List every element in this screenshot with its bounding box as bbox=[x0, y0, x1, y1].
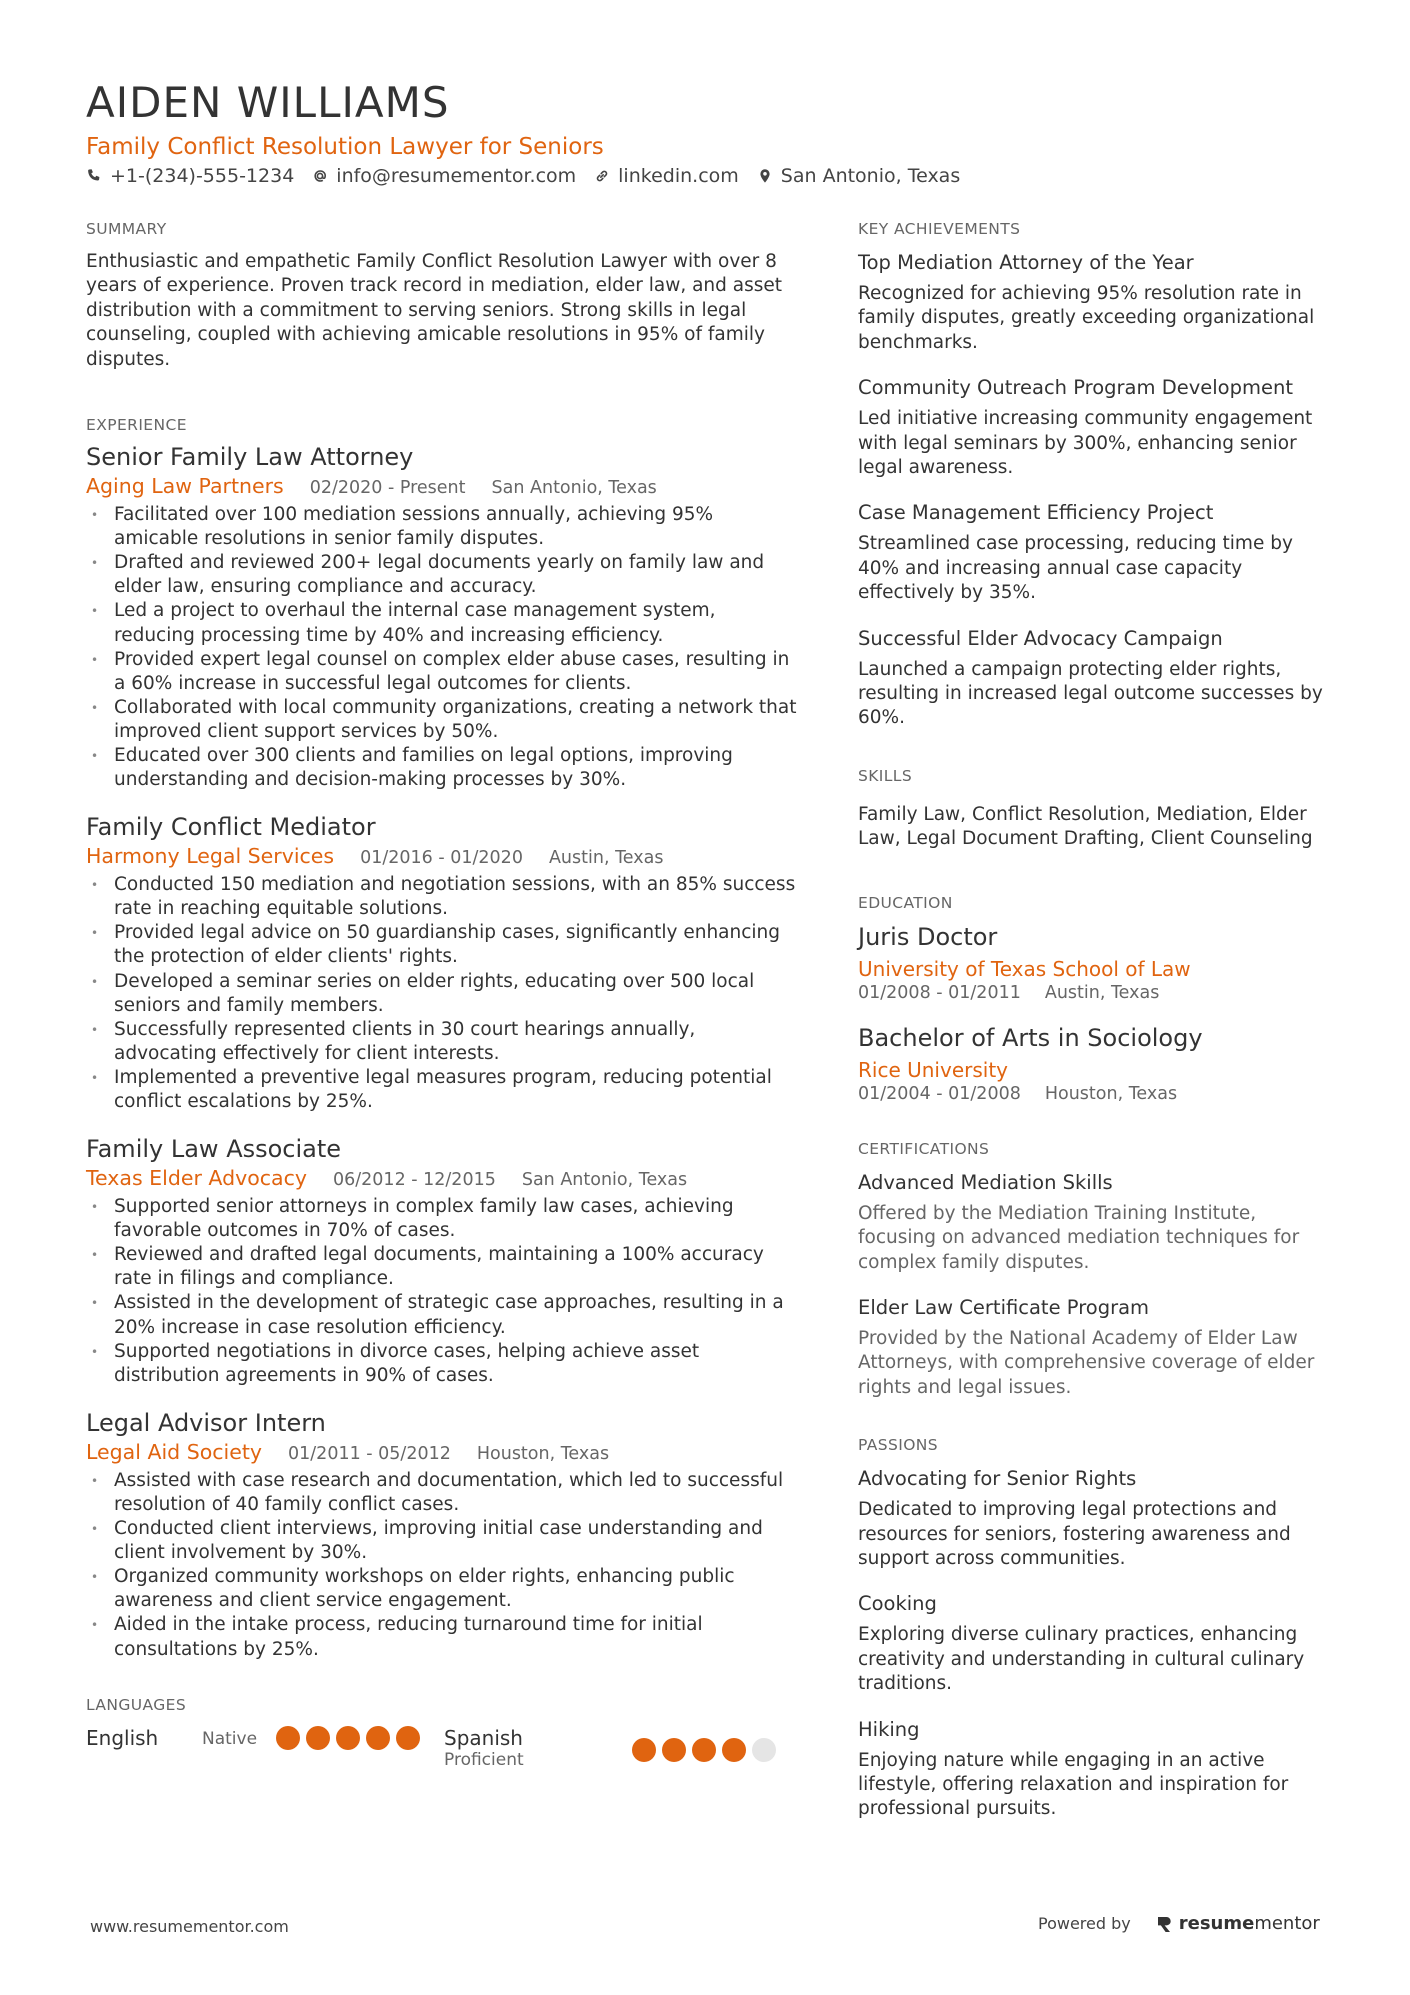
job-dates: 01/2011 - 05/2012 bbox=[288, 1443, 451, 1464]
job-title: Family Conflict Mediator bbox=[86, 813, 376, 842]
brand-wordmark-bold: resume bbox=[1178, 1913, 1255, 1934]
education-location: Austin, Texas bbox=[1044, 982, 1160, 1003]
passion-item bbox=[858, 1466, 1328, 1571]
education-degree: Bachelor of Arts in Sociology bbox=[858, 1023, 1203, 1052]
job-bullet: • Supported negotiations in divorce cases, helping achieve asset distribution agreements in 90% of cases. bbox=[86, 1340, 802, 1388]
rating-dot-filled bbox=[662, 1738, 686, 1762]
job-meta bbox=[86, 844, 802, 868]
job-title: Family Law Associate bbox=[86, 1135, 342, 1164]
language-level-wrap bbox=[202, 1726, 276, 1770]
education-degree: Juris Doctor bbox=[858, 922, 998, 951]
passion-text: Exploring diverse culinary practices, enhancing creativity and understanding in cultural culinary traditions. bbox=[858, 1624, 1305, 1695]
passion-item bbox=[858, 1717, 1328, 1822]
job-location: San Antonio, Texas bbox=[521, 1170, 688, 1191]
rating-dot-empty bbox=[752, 1738, 776, 1762]
achievement-text: Recognized for achieving 95% resolution rate in family disputes, greatly exceeding organizational benchmarks. bbox=[858, 283, 1315, 353]
job-entry bbox=[86, 1134, 802, 1388]
rating-dot-filled bbox=[366, 1726, 390, 1750]
job-bullet: • Educated over 300 clients and families on legal options, improving understanding and decision-making processes by 30%. bbox=[86, 744, 802, 792]
link-icon bbox=[594, 168, 610, 184]
languages-section bbox=[86, 1696, 802, 1770]
language-rating bbox=[632, 1726, 776, 1770]
job-company: Harmony Legal Services bbox=[86, 844, 335, 869]
certification-text: Provided by the National Academy of Elder Law Attorneys, with comprehensive coverage of elder rights and legal issues. bbox=[858, 1327, 1315, 1398]
language-rating bbox=[276, 1726, 420, 1770]
footer-branding bbox=[1038, 1913, 1320, 1934]
rating-dot-filled bbox=[276, 1726, 300, 1750]
language-name-wrap bbox=[86, 1726, 202, 1770]
job-company: Aging Law Partners bbox=[86, 474, 284, 499]
achievement-item bbox=[858, 500, 1328, 605]
achievement-text: Launched a campaign protecting elder rights, resulting in increased legal outcome successes by 60%. bbox=[858, 658, 1323, 729]
job-company: Texas Elder Advocacy bbox=[86, 1166, 307, 1191]
job-bullet: • Provided legal advice on 50 guardianship cases, significantly enhancing the protection of elder clients' rights. bbox=[86, 921, 802, 969]
summary-text: Enthusiastic and empathetic Family Conflict Resolution Lawyer with over 8 years of experience. Proven track record in mediation, elder law, and asset distribution with a commitment to serving seniors. Strong skills in legal counseling, coupled with achieving amicable resolutions in 95% of family disputes. bbox=[86, 251, 783, 370]
job-bullet: • Facilitated over 100 mediation sessions annually, achieving 95% amicable resolutions in senior family disputes. bbox=[86, 503, 802, 551]
skills-text: Family Law, Conflict Resolution, Mediation, Elder Law, Legal Document Drafting, Client Counseling bbox=[858, 803, 1313, 850]
email-text: info@resumementor.com bbox=[336, 165, 577, 187]
achievement-title: Community Outreach Program Development bbox=[858, 376, 1293, 400]
rating-dot-filled bbox=[396, 1726, 420, 1750]
achievements-section bbox=[858, 220, 1328, 731]
job-location: San Antonio, Texas bbox=[491, 478, 657, 499]
experience-section bbox=[86, 416, 802, 1662]
language-level: Native bbox=[202, 1728, 258, 1749]
contact-linkedin[interactable] bbox=[594, 165, 739, 187]
education-school: University of Texas School of Law bbox=[858, 956, 1191, 981]
education-meta bbox=[858, 1084, 1328, 1104]
job-entry bbox=[86, 812, 802, 1114]
job-bullets bbox=[86, 503, 802, 792]
rating-dot-filled bbox=[336, 1726, 360, 1750]
education-school: Rice University bbox=[858, 1057, 1008, 1082]
candidate-name: AIDEN WILLIAMS bbox=[86, 78, 450, 127]
job-bullet: • Successfully represented clients in 30 court hearings annually, advocating effectively for client interests. bbox=[86, 1018, 802, 1066]
job-location: Austin, Texas bbox=[548, 848, 664, 869]
job-bullet: • Reviewed and drafted legal documents, maintaining a 100% accuracy rate in filings and compliance. bbox=[86, 1243, 802, 1291]
certification-title: Advanced Mediation Skills bbox=[858, 1170, 1113, 1194]
achievement-title: Case Management Efficiency Project bbox=[858, 501, 1214, 525]
certifications-section bbox=[858, 1140, 1328, 1400]
job-entry bbox=[86, 1408, 802, 1662]
achievement-item bbox=[858, 375, 1328, 480]
job-bullet: • Collaborated with local community organizations, creating a network that improved client support services by 50%. bbox=[86, 696, 802, 744]
powered-by-text: Powered by bbox=[1038, 1914, 1131, 1933]
job-dates: 06/2012 - 12/2015 bbox=[333, 1170, 496, 1191]
rating-dot-filled bbox=[692, 1738, 716, 1762]
brand-mark-icon bbox=[1157, 1915, 1173, 1933]
language-item bbox=[444, 1726, 802, 1770]
phone-icon bbox=[86, 168, 102, 184]
job-bullet: • Aided in the intake process, reducing turnaround time for initial consultations by 25%. bbox=[86, 1613, 802, 1661]
job-bullets bbox=[86, 1195, 802, 1388]
education-item bbox=[858, 1023, 1328, 1104]
passion-item bbox=[858, 1591, 1328, 1696]
achievement-text: Streamlined case processing, reducing time by 40% and increasing annual case capacity effectively by 35%. bbox=[858, 533, 1293, 604]
language-level: Proficient bbox=[444, 1749, 524, 1770]
job-dates: 02/2020 - Present bbox=[309, 478, 466, 499]
summary-section bbox=[86, 220, 802, 372]
language-name: Spanish bbox=[444, 1725, 523, 1750]
job-company: Legal Aid Society bbox=[86, 1439, 263, 1464]
location-text: San Antonio, Texas bbox=[780, 165, 961, 187]
job-meta bbox=[86, 1166, 802, 1190]
education-dates: 01/2008 - 01/2011 bbox=[858, 982, 1021, 1003]
rating-dot-filled bbox=[722, 1738, 746, 1762]
right-column bbox=[858, 220, 1328, 1866]
languages-list bbox=[86, 1726, 802, 1770]
passions-heading: PASSIONS bbox=[858, 1436, 939, 1455]
passion-title: Hiking bbox=[858, 1717, 920, 1741]
job-title: Senior Family Law Attorney bbox=[86, 443, 414, 472]
contact-phone bbox=[86, 165, 294, 187]
brand-wordmark bbox=[1179, 1913, 1320, 1934]
job-bullet: • Provided expert legal counsel on complex elder abuse cases, resulting in a 60% increase in successful legal outcomes for clients. bbox=[86, 648, 802, 696]
achievement-item bbox=[858, 250, 1328, 355]
summary-heading: SUMMARY bbox=[86, 220, 167, 238]
passion-text: Dedicated to improving legal protections and resources for seniors, fostering awareness and support across communities. bbox=[858, 1499, 1291, 1569]
certification-item bbox=[858, 1170, 1328, 1275]
job-bullet: • Conducted 150 mediation and negotiation sessions, with an 85% success rate in reaching equitable solutions. bbox=[86, 873, 802, 921]
job-bullet: • Conducted client interviews, improving initial case understanding and client involvement by 30%. bbox=[86, 1517, 802, 1565]
experience-heading: EXPERIENCE bbox=[86, 416, 187, 435]
education-item bbox=[858, 922, 1328, 1003]
footer-website[interactable]: www.resumementor.com bbox=[90, 1917, 289, 1936]
brand-logo[interactable] bbox=[1157, 1913, 1320, 1934]
location-pin-icon bbox=[757, 168, 773, 184]
achievement-title: Successful Elder Advocacy Campaign bbox=[858, 626, 1223, 650]
education-dates: 01/2004 - 01/2008 bbox=[858, 1083, 1021, 1104]
job-bullet: • Organized community workshops on elder rights, enhancing public awareness and client service engagement. bbox=[86, 1565, 802, 1613]
job-meta bbox=[86, 1440, 802, 1464]
language-item bbox=[86, 1726, 444, 1770]
skills-heading: SKILLS bbox=[858, 766, 913, 785]
job-entry bbox=[86, 442, 802, 792]
job-meta bbox=[86, 474, 802, 498]
job-bullet: • Supported senior attorneys in complex family law cases, achieving favorable outcomes in 70% of cases. bbox=[86, 1195, 802, 1243]
job-bullet: • Implemented a preventive legal measures program, reducing potential conflict escalations by 25%. bbox=[86, 1066, 802, 1114]
education-meta bbox=[858, 983, 1328, 1003]
phone-text: +1-(234)-555-1234 bbox=[110, 165, 295, 187]
achievement-text: Led initiative increasing community engagement with legal seminars by 300%, enhancing senior legal awareness. bbox=[858, 408, 1313, 479]
certification-text: Offered by the Mediation Training Institute, focusing on advanced mediation techniques for complex family disputes. bbox=[858, 1202, 1300, 1273]
job-bullet: • Drafted and reviewed 200+ legal documents yearly on family law and elder law, ensuring compliance and accuracy. bbox=[86, 551, 802, 599]
job-bullet: • Led a project to overhaul the internal case management system, reducing processing time by 40% and increasing efficiency. bbox=[86, 599, 802, 647]
certifications-heading: CERTIFICATIONS bbox=[858, 1139, 990, 1158]
candidate-title: Family Conflict Resolution Lawyer for Seniors bbox=[86, 134, 604, 160]
linkedin-text: linkedin.com bbox=[618, 165, 739, 187]
passion-title: Advocating for Senior Rights bbox=[858, 1467, 1137, 1491]
job-bullets bbox=[86, 1469, 802, 1662]
education-heading: EDUCATION bbox=[858, 893, 953, 912]
certification-title: Elder Law Certificate Program bbox=[858, 1295, 1150, 1319]
achievement-item bbox=[858, 626, 1328, 731]
left-column bbox=[86, 220, 802, 1814]
languages-heading: LANGUAGES bbox=[86, 1695, 187, 1714]
certification-item bbox=[858, 1295, 1328, 1400]
achievement-title: Top Mediation Attorney of the Year bbox=[858, 251, 1194, 274]
passion-text: Enjoying nature while engaging in an active lifestyle, offering relaxation and inspiration for professional pursuits. bbox=[858, 1749, 1289, 1820]
passions-section bbox=[858, 1436, 1328, 1822]
contact-location bbox=[757, 165, 960, 187]
education-section bbox=[858, 894, 1328, 1104]
at-icon bbox=[312, 168, 328, 184]
brand-wordmark-rest: mentor bbox=[1254, 1913, 1320, 1934]
job-location: Houston, Texas bbox=[476, 1443, 610, 1464]
achievements-heading: KEY ACHIEVEMENTS bbox=[858, 220, 1021, 238]
rating-dot-filled bbox=[632, 1738, 656, 1762]
contact-email[interactable] bbox=[312, 165, 576, 187]
job-bullet: • Assisted with case research and documentation, which led to successful resolution of 40 family conflict cases. bbox=[86, 1469, 802, 1517]
passion-title: Cooking bbox=[858, 1592, 937, 1616]
education-location: Houston, Texas bbox=[1044, 1083, 1178, 1104]
language-name-wrap bbox=[444, 1726, 632, 1770]
job-bullet: • Developed a seminar series on elder rights, educating over 500 local seniors and family members. bbox=[86, 970, 802, 1018]
job-bullet: • Assisted in the development of strategic case approaches, resulting in a 20% increase in case resolution efficiency. bbox=[86, 1291, 802, 1339]
rating-dot-filled bbox=[306, 1726, 330, 1750]
contact-bar bbox=[86, 165, 960, 187]
job-dates: 01/2016 - 01/2020 bbox=[360, 848, 523, 869]
skills-section bbox=[858, 767, 1328, 852]
job-bullets bbox=[86, 873, 802, 1114]
job-title: Legal Advisor Intern bbox=[86, 1408, 326, 1437]
language-name: English bbox=[86, 1725, 159, 1750]
